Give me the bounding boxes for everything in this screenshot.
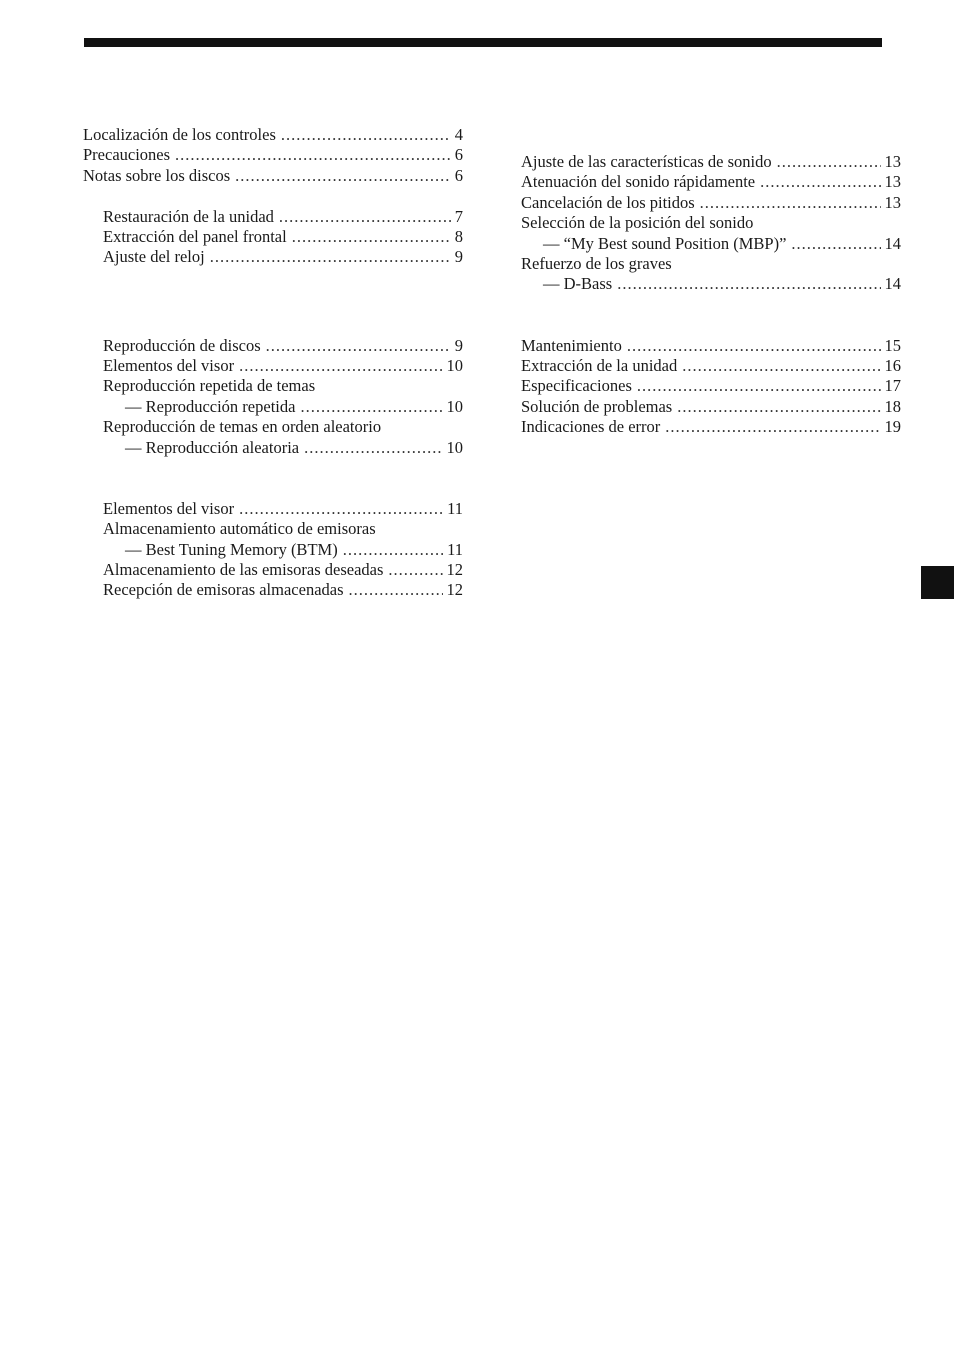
dot-leader <box>235 166 451 186</box>
toc-entry-title: — Reproducción repetida <box>125 396 296 416</box>
toc-entry[interactable] <box>521 172 901 192</box>
toc-entry-title: Recepción de emisoras almacenadas <box>103 580 344 600</box>
toc-entry-page: 9 <box>454 247 463 267</box>
toc-heading[interactable]: Refuerzo de los graves <box>521 254 672 274</box>
dot-leader <box>304 438 442 458</box>
toc-entry-page: 11 <box>447 539 463 559</box>
toc-left-column <box>83 125 463 601</box>
toc-entry-title: Mantenimiento <box>521 335 622 355</box>
toc-entry[interactable] <box>83 580 463 600</box>
toc-entry[interactable] <box>521 274 901 294</box>
toc-entry-title: Almacenamiento de las emisoras deseadas <box>103 560 384 580</box>
dot-leader <box>700 193 881 213</box>
toc-entry-page: 10 <box>446 437 463 457</box>
toc-entry-title: Restauración de la unidad <box>103 206 274 226</box>
dot-leader <box>239 499 443 519</box>
toc-entry-title: Ajuste del reloj <box>103 247 205 267</box>
toc-entry-page: 14 <box>884 274 901 294</box>
toc-entry-title: Reproducción de discos <box>103 335 261 355</box>
toc-entry[interactable] <box>83 247 463 267</box>
toc-entry-page: 12 <box>446 560 463 580</box>
toc-entry[interactable] <box>521 417 901 437</box>
toc-entry[interactable] <box>521 152 901 172</box>
toc-entry[interactable] <box>83 145 463 165</box>
toc-entry[interactable] <box>83 560 463 580</box>
toc-entry[interactable] <box>521 397 901 417</box>
toc-entry[interactable] <box>521 193 901 213</box>
toc-entry-page: 18 <box>884 396 901 416</box>
toc-entry-title: Notas sobre los discos <box>83 165 231 185</box>
toc-entry[interactable] <box>83 356 463 376</box>
toc-entry-page: 16 <box>884 356 901 376</box>
toc-entry[interactable] <box>83 227 463 247</box>
toc-entry-title: Elementos del visor <box>103 356 235 376</box>
dot-leader <box>777 152 881 172</box>
toc-entry[interactable] <box>521 336 901 356</box>
toc-entry-page: 15 <box>884 335 901 355</box>
dot-leader <box>300 397 442 417</box>
toc-entry-title: Elementos del visor <box>103 498 235 518</box>
toc-entry-title: Solución de problemas <box>521 396 673 416</box>
toc-entry-title: Atenuación del sonido rápidamente <box>521 172 756 192</box>
toc-entry-page: 13 <box>884 192 901 212</box>
toc-entry-title: Localización de los controles <box>83 125 276 144</box>
dot-leader <box>388 560 442 580</box>
toc-entry-title: Especificaciones <box>521 376 632 396</box>
toc-entry-title: Precauciones <box>83 145 171 165</box>
toc-entry-title: Cancelación de los pitidos <box>521 192 695 212</box>
dot-leader <box>175 145 451 165</box>
toc-entry[interactable] <box>83 207 463 227</box>
toc-entry[interactable] <box>83 125 463 145</box>
toc-entry-title: — “My Best sound Position (MBP)” <box>543 233 787 253</box>
toc-entry-page: 9 <box>454 335 463 355</box>
dot-leader <box>343 540 443 560</box>
dot-leader <box>682 356 880 376</box>
top-rule <box>84 38 882 47</box>
dot-leader <box>617 274 880 294</box>
toc-entry-page: 6 <box>454 165 463 185</box>
toc-entry[interactable] <box>83 540 463 560</box>
toc-entry[interactable] <box>83 438 463 458</box>
toc-entry-title: — Best Tuning Memory (BTM) <box>125 539 338 559</box>
dot-leader <box>266 336 451 356</box>
toc-entry-page: 17 <box>884 376 901 396</box>
toc-entry-title: — Reproducción aleatoria <box>125 437 300 457</box>
toc-right-column <box>521 152 901 438</box>
toc-entry-page: 6 <box>454 145 463 165</box>
toc-entry-page: 11 <box>447 498 463 518</box>
toc-entry[interactable] <box>521 376 901 396</box>
toc-entry-page: 13 <box>884 172 901 192</box>
toc-entry-page: 8 <box>454 227 463 247</box>
toc-heading[interactable]: Selección de la posición del sonido <box>521 213 754 233</box>
toc-entry-page: 12 <box>446 580 463 600</box>
toc-entry-title: Indicaciones de error <box>521 417 661 437</box>
toc-heading[interactable]: Reproducción repetida de temas <box>103 376 316 396</box>
dot-leader <box>210 247 451 267</box>
toc-entry-page: 13 <box>884 152 901 171</box>
dot-leader <box>791 234 880 254</box>
toc-entry-title: Ajuste de las características de sonido <box>521 152 772 171</box>
toc-heading[interactable]: Reproducción de temas en orden aleatorio <box>103 417 382 437</box>
toc-heading[interactable]: Almacenamiento automático de emisoras <box>103 519 376 539</box>
dot-leader <box>279 207 451 227</box>
dot-leader <box>627 336 881 356</box>
toc-entry-page: 10 <box>446 356 463 376</box>
toc-entry[interactable] <box>83 499 463 519</box>
toc-entry-page: 14 <box>884 233 901 253</box>
toc-entry-page: 4 <box>454 125 463 144</box>
toc-entry-page: 10 <box>446 396 463 416</box>
section-tab-marker <box>921 566 954 599</box>
toc-entry[interactable] <box>521 356 901 376</box>
dot-leader <box>637 376 881 396</box>
toc-entry-title: Extracción del panel frontal <box>103 227 287 247</box>
toc-entry[interactable] <box>83 397 463 417</box>
toc-entry-page: 19 <box>884 417 901 437</box>
toc-entry-title: Extracción de la unidad <box>521 356 678 376</box>
toc-entry-title: — D-Bass <box>543 274 613 294</box>
dot-leader <box>665 417 880 437</box>
toc-entry[interactable] <box>521 234 901 254</box>
toc-entry-page: 7 <box>454 206 463 226</box>
dot-leader <box>239 356 442 376</box>
dot-leader <box>281 125 451 145</box>
dot-leader <box>677 397 880 417</box>
toc-entry[interactable] <box>83 336 463 356</box>
toc-entry[interactable] <box>83 166 463 186</box>
dot-leader <box>292 227 451 247</box>
dot-leader <box>760 172 880 192</box>
dot-leader <box>349 580 443 600</box>
